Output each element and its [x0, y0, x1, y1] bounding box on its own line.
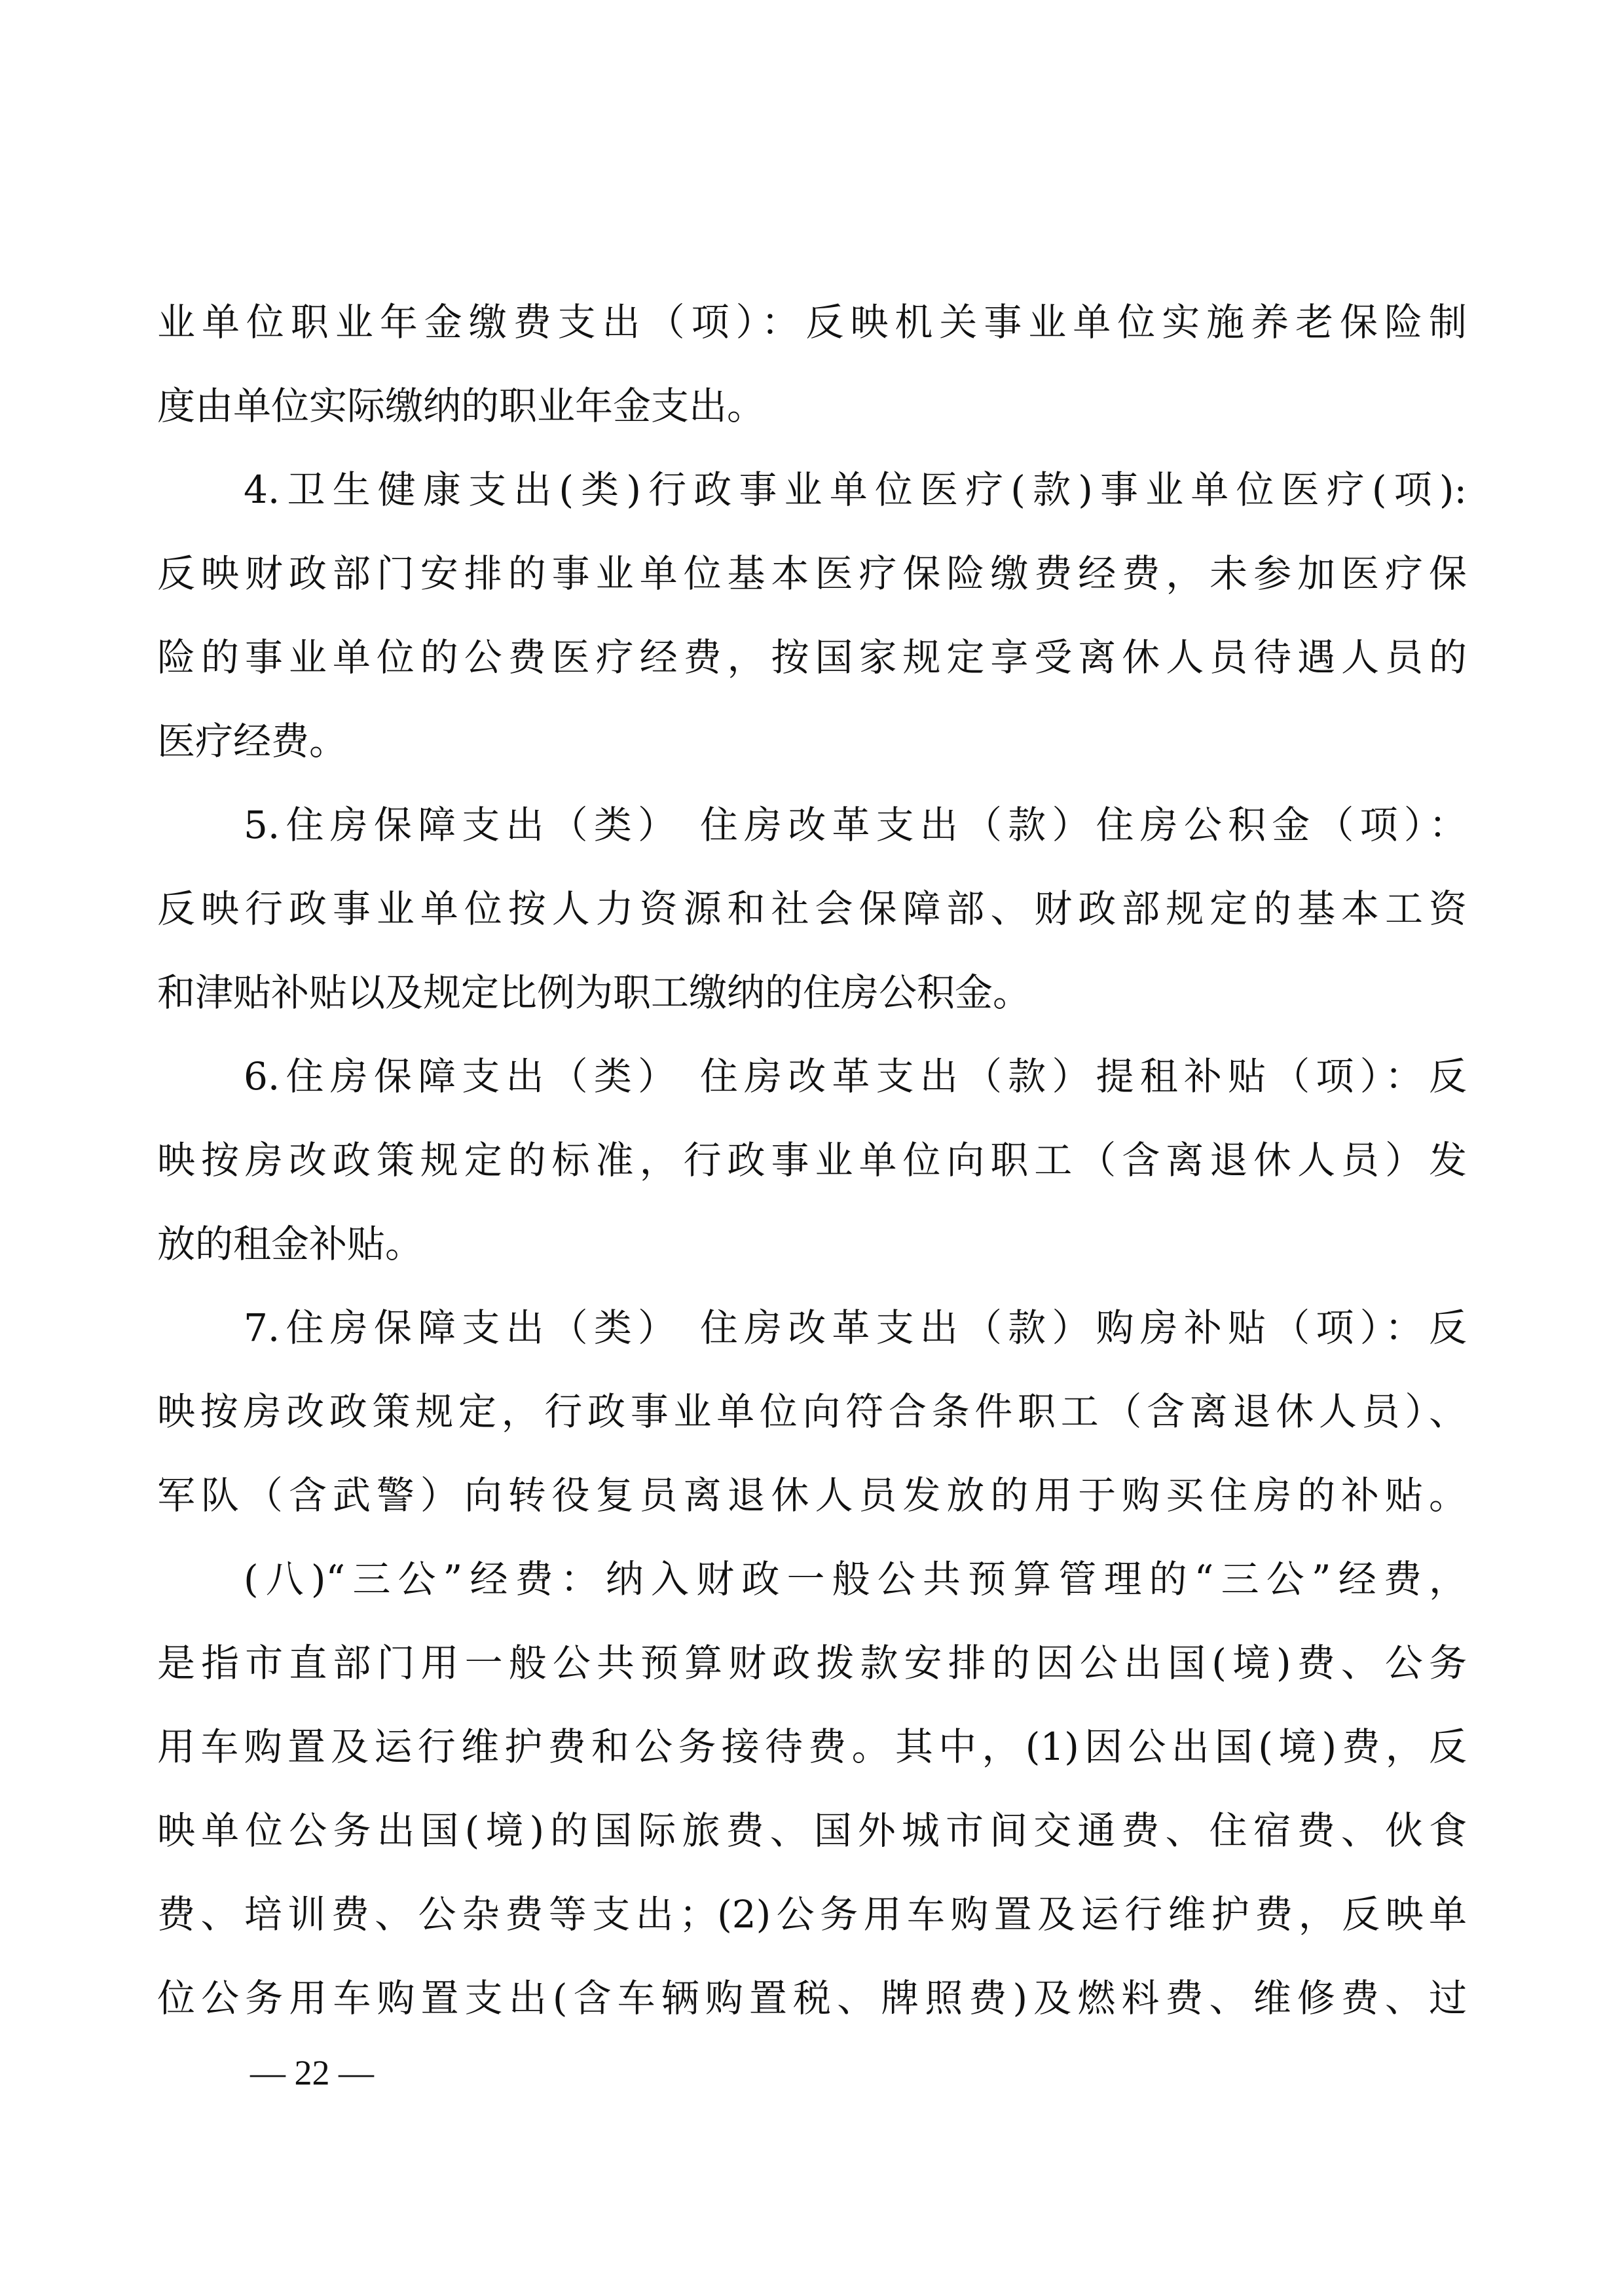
body-line: 5.住房保障支出（类） 住房改革支出（款）住房公积金（项）： [244, 803, 1467, 847]
page-number: — 22 — [250, 2053, 374, 2092]
body-line: (八)“三公”经费：纳入财政一般公共预算管理的“三公”经费， [244, 1557, 1467, 1601]
body-line: 映按房改政策规定的标准，行政事业单位向职工（含离退休人员）发 [157, 1138, 1467, 1182]
body-line: 7.住房保障支出（类） 住房改革支出（款）购房补贴（项）：反 [244, 1305, 1467, 1350]
body-line: 和津贴补贴以及规定比例为职工缴纳的住房公积金。 [157, 970, 1031, 1015]
body-line: 军队（含武警）向转役复员离退休人员发放的用于购买住房的补贴。 [157, 1473, 1467, 1518]
body-line: 是指市直部门用一般公共预算财政拨款安排的因公出国(境)费、公务 [157, 1641, 1467, 1685]
body-line: 反映行政事业单位按人力资源和社会保障部、财政部规定的基本工资 [157, 886, 1467, 931]
body-line: 6.住房保障支出（类） 住房改革支出（款）提租补贴（项）：反 [244, 1054, 1467, 1099]
body-line: 费、培训费、公杂费等支出；(2)公务用车购置及运行维护费，反映单 [157, 1892, 1467, 1937]
body-line: 反映财政部门安排的事业单位基本医疗保险缴费经费，未参加医疗保 [157, 551, 1467, 596]
body-line: 映按房改政策规定，行政事业单位向符合条件职工（含离退休人员）、 [157, 1389, 1467, 1434]
body-line: 4.卫生健康支出(类)行政事业单位医疗(款)事业单位医疗(项): [244, 467, 1467, 512]
body-line: 业单位职业年金缴费支出（项）：反映机关事业单位实施养老保险制 [157, 300, 1467, 344]
body-line: 险的事业单位的公费医疗经费，按国家规定享受离休人员待遇人员的 [157, 635, 1467, 680]
body-line: 医疗经费。 [157, 719, 348, 763]
body-line: 放的租金补贴。 [157, 1222, 424, 1266]
body-line: 位公务用车购置支出(含车辆购置税、牌照费)及燃料费、维修费、过 [157, 1976, 1467, 2020]
body-line: 用车购置及运行维护费和公务接待费。其中，(1)因公出国(境)费，反 [157, 1724, 1467, 1769]
body-line: 映单位公务出国(境)的国际旅费、国外城市间交通费、住宿费、伙食 [157, 1808, 1467, 1853]
document-body [157, 280, 1467, 2040]
body-line: 度由单位实际缴纳的职业年金支出。 [157, 384, 766, 428]
